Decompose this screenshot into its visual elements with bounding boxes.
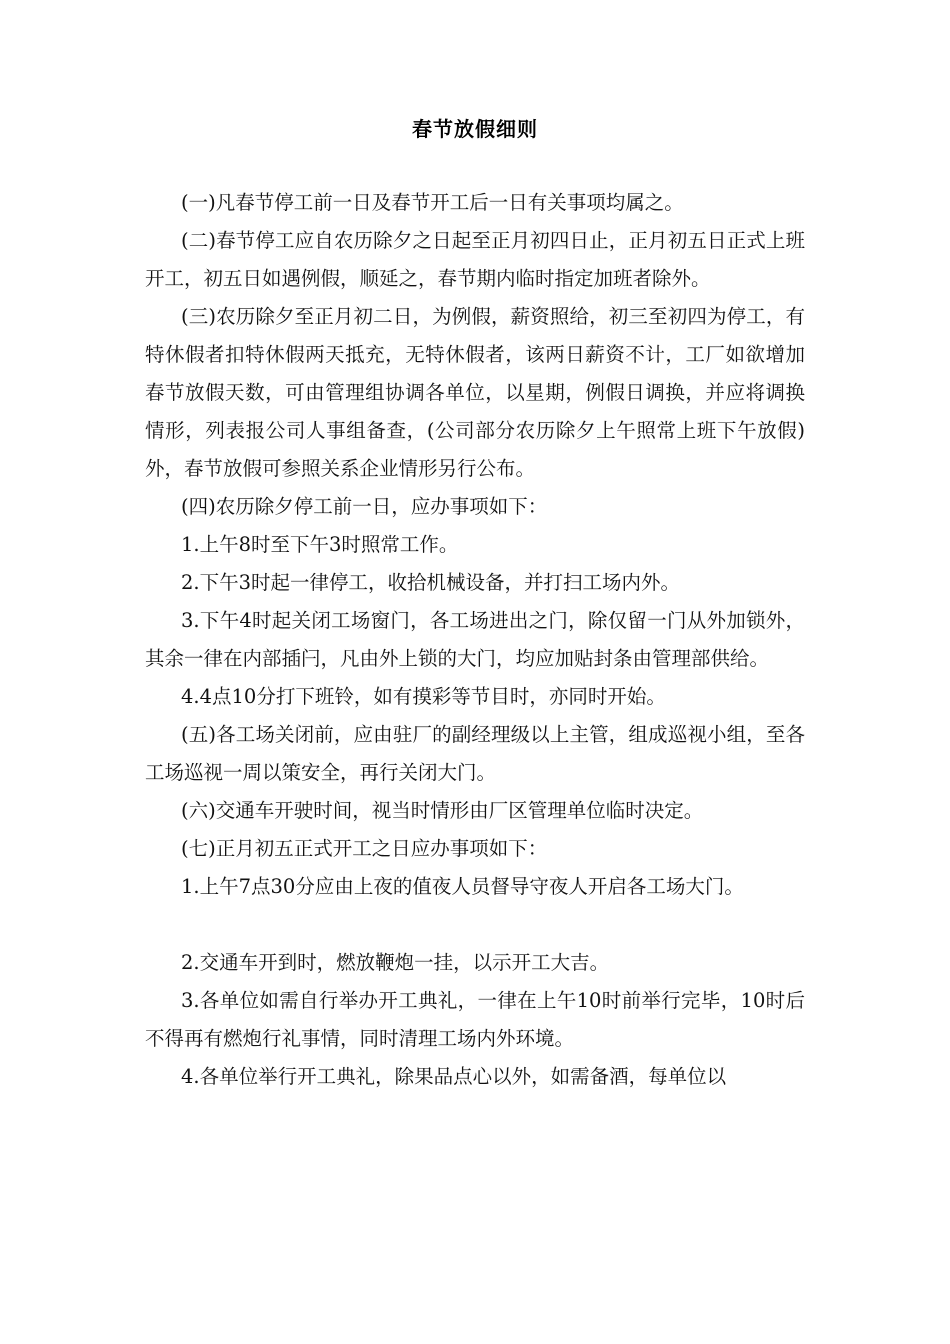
paragraph-1: (一)凡春节停工前一日及春节开工后一日有关事项均属之。 [181, 191, 684, 214]
paragraph-7: (七)正月初五正式开工之日应办事项如下： [181, 837, 548, 860]
paragraph-3: (三)农历除夕至正月初二日，为例假，薪资照给，初三至初四为停工，有特休假者扣特休假两天抵充，无特休假者，该两日薪资不计，工厂如欲增加春节放假天数，可由管理组协调各单位，以星期，例假日调换，并应将调换情形，列表报公司人事组备查，(公司部分农历除夕上午照常上班下午放假)外，春节放假可参照关系企业情形另行公布。 [145, 305, 805, 480]
list-item: 2.下午3时起一律停工，收拾机械设备，并打扫工场内外。 [181, 571, 681, 594]
paragraph-2: (二)春节停工应自农历除夕之日起至正月初四日止，正月初五日正式上班开工，初五日如遇例假，顺延之，春节期内临时指定加班者除外。 [145, 229, 805, 290]
list-item: 3.下午4时起关闭工场窗门，各工场进出之门，除仅留一门从外加锁外，其余一律在内部插闩，凡由外上锁的大门，均应加贴封条由管理部供给。 [145, 609, 805, 670]
list-item: 1.上午7点30分应由上夜的值夜人员督导守夜人开启各工场大门。 [181, 875, 744, 898]
list-item: 3.各单位如需自行举办开工典礼，一律在上午10时前举行完毕，10时后不得再有燃炮行礼事情，同时清理工场内外环境。 [145, 989, 805, 1050]
list-item: 4.各单位举行开工典礼，除果品点心以外，如需备酒，每单位以 [181, 1065, 727, 1088]
list-item: 1.上午8时至下午3时照常工作。 [181, 533, 459, 556]
paragraph-6: (六)交通车开驶时间，视当时情形由厂区管理单位临时决定。 [181, 799, 704, 822]
document-title: 春节放假细则 [412, 117, 538, 141]
list-item: 4.4点10分打下班铃，如有摸彩等节目时，亦同时开始。 [181, 685, 666, 708]
document-body [145, 184, 805, 1096]
paragraph-4: (四)农历除夕停工前一日，应办事项如下： [181, 495, 548, 518]
list-item: 2.交通车开到时，燃放鞭炮一挂，以示开工大吉。 [181, 951, 610, 974]
paragraph-5: (五)各工场关闭前，应由驻厂的副经理级以上主管，组成巡视小组，至各工场巡视一周以策安全，再行关闭大门。 [145, 723, 805, 784]
